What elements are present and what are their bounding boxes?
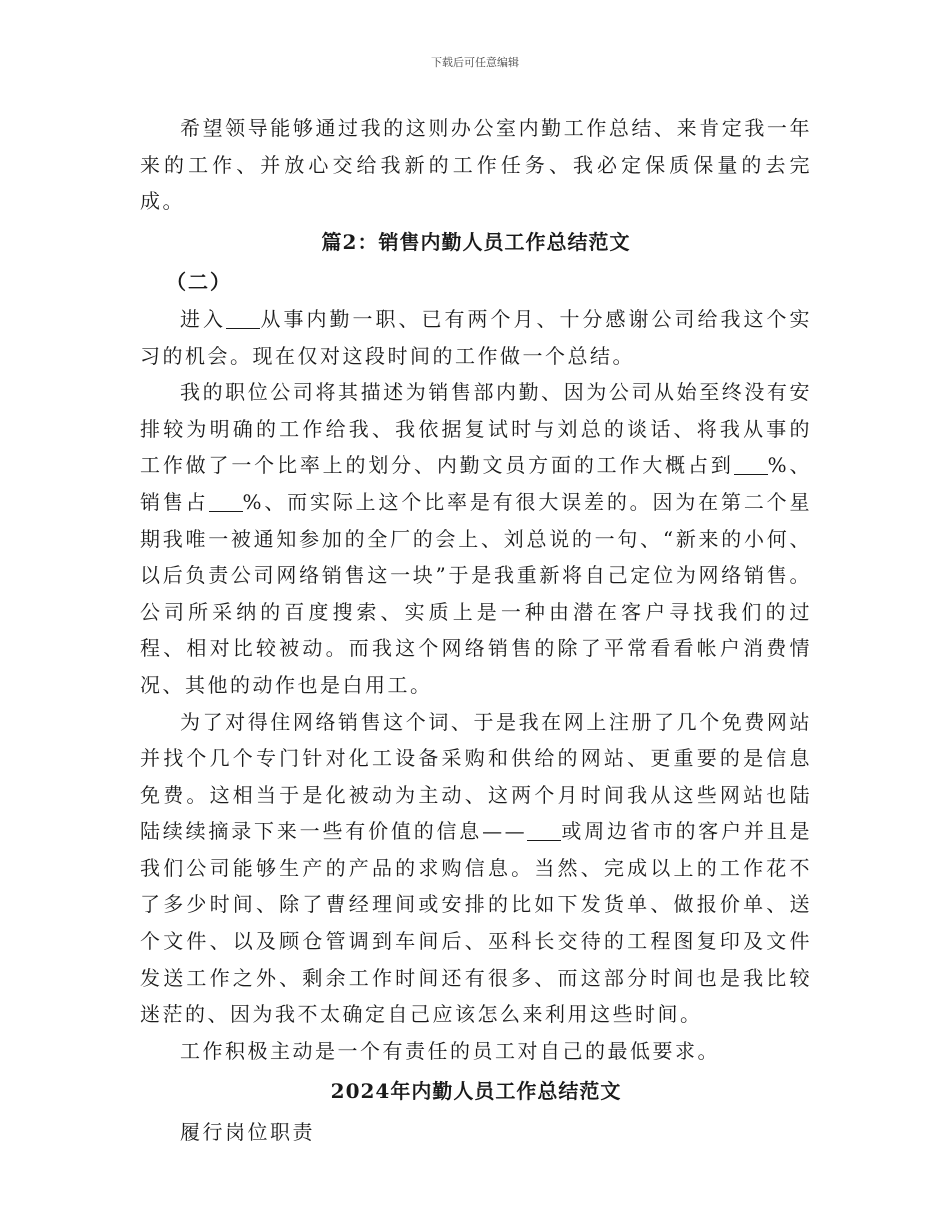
section-heading-1: 篇2：销售内勤人员工作总结范文: [321, 229, 631, 254]
document-body: [140, 110, 812, 1151]
text-run: %、而实际上这个比率是有很大误差的。因为在第二个星期我唯一被通知参加的全厂的会上、刘总说的一句、“新来的小何、以后负责公司网络销售这一块”于是我重新将自己定位为网络销售。公司所采纳的百度搜索、实质上是一种由潜在客户寻找我们的过程、相对比较被动。而我这个网络销售的除了平常看看帐户消费情况、其他的动作也是白用工。: [140, 489, 812, 697]
text-run: 我的职位公司将其描述为销售部内勤、因为公司从始至终没有安排较为明确的工作给我、我依据复试时与刘总的谈话、将我从事的工作做了一个比率上的划分、内勤文员方面的工作大概占到: [140, 380, 812, 478]
paragraph-initiative: 工作积极主动是一个有责任的员工对自己的最低要求。: [180, 1038, 720, 1063]
text-run: 或周边省市的客户并且是我们公司能够生产的产品的求购信息。当然、完成以上的工作花不了多少时间、除了曹经理间或安排的比如下发货单、做报价单、送个文件、以及顾仓管调到车间后、巫科长交待的工程图复印及文件发送工作之外、剩余工作时间还有很多、而这部分时间也是我比较迷茫的、因为我不太确定自己应该怎么来利用这些时间。: [140, 819, 813, 1027]
fill-blank: [226, 308, 260, 329]
paragraph-closing: 希望领导能够通过我的这则办公室内勤工作总结、来肯定我一年来的工作、并放心交给我新的工作任务、我必定保质保量的去完成。: [140, 116, 812, 214]
paragraph-online-sales: [140, 704, 812, 1033]
text-run: 从事内勤一职、已有两个月、十分感谢公司给我这个实习的机会。现在仅对这段时间的工作做一个总结。: [140, 306, 812, 368]
fill-blank: [527, 820, 561, 841]
text-run: 为了对得住网络销售这个词、于是我在网上注册了几个免费网站并找个几个专门针对化工设备采购和供给的网站、更重要的是信息免费。这相当于是化被动为主动、这两个月时间我从这些网站也陆陆续续摘录下来一些有价值的信息——: [140, 709, 812, 844]
section-heading-2: 2024年内勤人员工作总结范文: [330, 1079, 622, 1104]
header-note: 下载后可任意编辑: [431, 56, 519, 69]
paragraph-position: [140, 374, 812, 703]
text-run: 进入: [180, 306, 226, 331]
text-run: %、销售占: [140, 453, 812, 514]
fill-blank: [209, 491, 243, 512]
paragraph-duties: 履行岗位职责: [180, 1120, 315, 1145]
fill-blank: [734, 454, 768, 475]
paragraph-intro: [140, 301, 812, 374]
subheading-two: （二）: [166, 270, 232, 295]
